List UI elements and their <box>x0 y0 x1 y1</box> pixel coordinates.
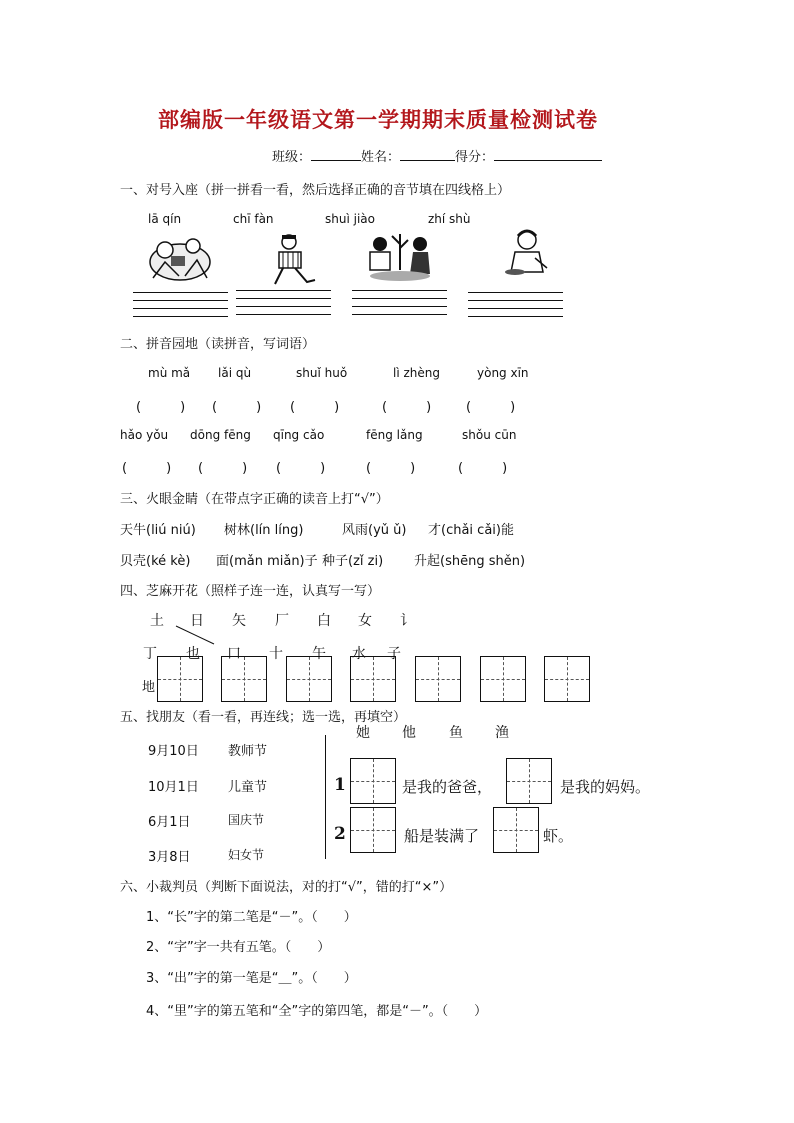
s2-r1-pinyin-4: lì zhèng <box>393 366 440 380</box>
s2-r2-answer-3[interactable]: ( ) <box>276 461 326 476</box>
s2-r2-pinyin-2: dōng fēng <box>190 428 251 442</box>
s4-tian-grid-1[interactable] <box>157 656 203 702</box>
s2-r1-pinyin-5: yòng xīn <box>477 366 529 380</box>
s4-top-6[interactable]: 女 <box>358 613 372 629</box>
s2-r1-answer-4[interactable]: ( ) <box>382 400 432 415</box>
section-4-heading: 四、芝麻开花（照样子连一连，认真写一写） <box>120 584 381 599</box>
s1-fourline-1[interactable] <box>133 292 228 324</box>
s4-tian-grid-3[interactable] <box>286 656 332 702</box>
section-3-heading: 三、火眼金睛（在带点字正确的读音上打“√”） <box>120 492 389 507</box>
s3-item-3[interactable]: 风雨(yǔ ǔ) <box>342 523 407 538</box>
s2-r2-pinyin-3: qīng cǎo <box>273 428 325 442</box>
s2-r1-pinyin-3: shuǐ huǒ <box>296 366 348 380</box>
s5-q1-box-2[interactable] <box>506 758 552 804</box>
s5-q2-number: 2 <box>334 824 346 844</box>
section-5-heading: 五、找朋友（看一看，再连线；选一选，再填空） <box>120 710 407 725</box>
s1-fourline-4[interactable] <box>468 292 563 324</box>
s1-pinyin-1: lā qín <box>148 212 182 226</box>
s4-bottom-2[interactable]: 也 <box>186 646 200 662</box>
child-eating-icon <box>495 228 555 283</box>
accordion-player-icon <box>265 232 320 287</box>
section-6-heading: 六、小裁判员（判断下面说法，对的打“√”，错的打“×”） <box>120 880 453 895</box>
s3-item-1[interactable]: 天牛(liú niú) <box>120 523 196 538</box>
s2-r1-answer-5[interactable]: ( ) <box>466 400 516 415</box>
s2-r2-answer-4[interactable]: ( ) <box>366 461 416 476</box>
s6-item-3[interactable]: 3、“出”字的第一笔是“＿”。（ ） <box>146 971 357 986</box>
s1-fourline-2[interactable] <box>236 290 331 322</box>
s4-top-4[interactable]: 厂 <box>275 613 289 629</box>
s3-item-8[interactable]: 升起(shēng shěn) <box>414 554 526 569</box>
s5-date-3[interactable]: 6月1日 <box>148 815 191 830</box>
s2-r1-answer-3[interactable]: ( ) <box>290 400 340 415</box>
name-label: 姓名： <box>361 150 401 165</box>
s4-bottom-3[interactable]: 口 <box>227 646 241 662</box>
s5-q1-text-a: 是我的爸爸， <box>402 778 493 796</box>
s4-bottom-4[interactable]: 十 <box>269 646 283 662</box>
s4-tian-grid-7[interactable] <box>544 656 590 702</box>
planting-tree-icon <box>358 230 438 285</box>
s3-item-5[interactable]: 贝壳(ké kè) <box>120 554 191 569</box>
s3-item-2[interactable]: 树林(lín líng) <box>224 523 304 538</box>
s5-q2-text-a: 船是装满了 <box>404 827 480 845</box>
s5-choice-2: 他 <box>402 725 416 741</box>
s4-bottom-7[interactable]: 子 <box>387 646 401 662</box>
s4-top-2[interactable]: 日 <box>190 613 204 629</box>
section-1-heading: 一、对号入座（拼一拼看一看，然后选择正确的音节填在四线格上） <box>120 183 511 198</box>
s5-choice-4: 渔 <box>495 725 509 741</box>
s2-r2-answer-5[interactable]: ( ) <box>458 461 508 476</box>
s5-choice-3: 鱼 <box>449 725 463 741</box>
s2-r2-pinyin-5: shǒu cūn <box>462 428 517 442</box>
s6-item-4[interactable]: 4、“里”字的第五笔和“全”字的第四笔，都是“－”。（ ） <box>146 1004 488 1019</box>
student-info-line <box>272 146 602 165</box>
s2-r1-pinyin-2: lǎi qù <box>218 366 252 380</box>
s2-r1-pinyin-1: mù mǎ <box>148 366 191 380</box>
page-title: 部编版一年级语文第一学期期末质量检测试卷 <box>158 107 598 132</box>
score-label: 得分： <box>455 150 495 165</box>
s1-pinyin-4: zhí shù <box>428 212 471 226</box>
s4-top-1[interactable]: 土 <box>150 613 164 629</box>
s1-pinyin-2: chī fàn <box>233 212 274 226</box>
s4-bottom-1[interactable]: 丁 <box>143 646 157 662</box>
s5-date-1[interactable]: 9月10日 <box>148 744 199 759</box>
s3-item-4[interactable]: 才(chǎi cǎi)能 <box>428 523 514 538</box>
s3-item-7[interactable]: 种子(zǐ zi) <box>322 554 384 569</box>
s5-festival-4[interactable]: 妇女节 <box>228 848 265 862</box>
s5-q2-text-b: 虾。 <box>543 827 574 845</box>
s5-q1-box-1[interactable] <box>350 758 396 804</box>
s4-example-char: 地 <box>142 680 156 695</box>
s2-r1-answer-1[interactable]: ( ) <box>136 400 186 415</box>
s1-pinyin-3: shuì jiào <box>325 212 375 226</box>
s4-top-5[interactable]: 白 <box>317 613 331 629</box>
s2-r2-pinyin-1: hǎo yǒu <box>120 428 169 442</box>
s2-r2-answer-2[interactable]: ( ) <box>198 461 248 476</box>
s4-bottom-5[interactable]: 午 <box>312 646 326 662</box>
s6-item-2[interactable]: 2、“字”字一共有五笔。（ ） <box>146 940 331 955</box>
s5-divider <box>325 735 326 859</box>
s5-q1-text-b: 是我的妈妈。 <box>560 778 651 796</box>
s4-top-7[interactable]: 讠 <box>400 613 414 629</box>
s1-fourline-3[interactable] <box>352 290 447 322</box>
s5-date-4[interactable]: 3月8日 <box>148 850 191 865</box>
s4-tian-grid-4[interactable] <box>350 656 396 702</box>
score-blank[interactable] <box>494 148 602 161</box>
s2-r1-answer-2[interactable]: ( ) <box>212 400 262 415</box>
s2-r2-answer-1[interactable]: ( ) <box>122 461 172 476</box>
class-label: 班级： <box>272 150 312 165</box>
s4-top-3[interactable]: 矢 <box>232 613 246 629</box>
s3-item-6[interactable]: 面(mǎn miǎn)子 <box>216 554 318 569</box>
s6-item-1[interactable]: 1、“长”字的第二笔是“－”。（ ） <box>146 910 357 925</box>
s4-tian-grid-5[interactable] <box>415 656 461 702</box>
s5-q2-box-2[interactable] <box>493 807 539 853</box>
s5-q1-number: 1 <box>334 775 346 795</box>
s4-bottom-6[interactable]: 水 <box>352 646 366 662</box>
s5-q2-box-1[interactable] <box>350 807 396 853</box>
s5-festival-1[interactable]: 教师节 <box>228 744 268 759</box>
s5-date-2[interactable]: 10月1日 <box>148 780 199 795</box>
s5-festival-3[interactable]: 国庆节 <box>228 813 265 827</box>
section-2-heading: 二、拼音园地（读拼音，写词语） <box>120 337 316 352</box>
children-playing-icon <box>145 232 215 284</box>
s5-choice-1: 她 <box>356 725 370 741</box>
s5-festival-2[interactable]: 儿童节 <box>228 780 268 795</box>
s4-tian-grid-6[interactable] <box>480 656 526 702</box>
s4-tian-grid-2[interactable] <box>221 656 267 702</box>
name-blank[interactable] <box>400 148 455 161</box>
class-blank[interactable] <box>311 148 361 161</box>
s2-r2-pinyin-4: fēng lǎng <box>366 428 423 442</box>
